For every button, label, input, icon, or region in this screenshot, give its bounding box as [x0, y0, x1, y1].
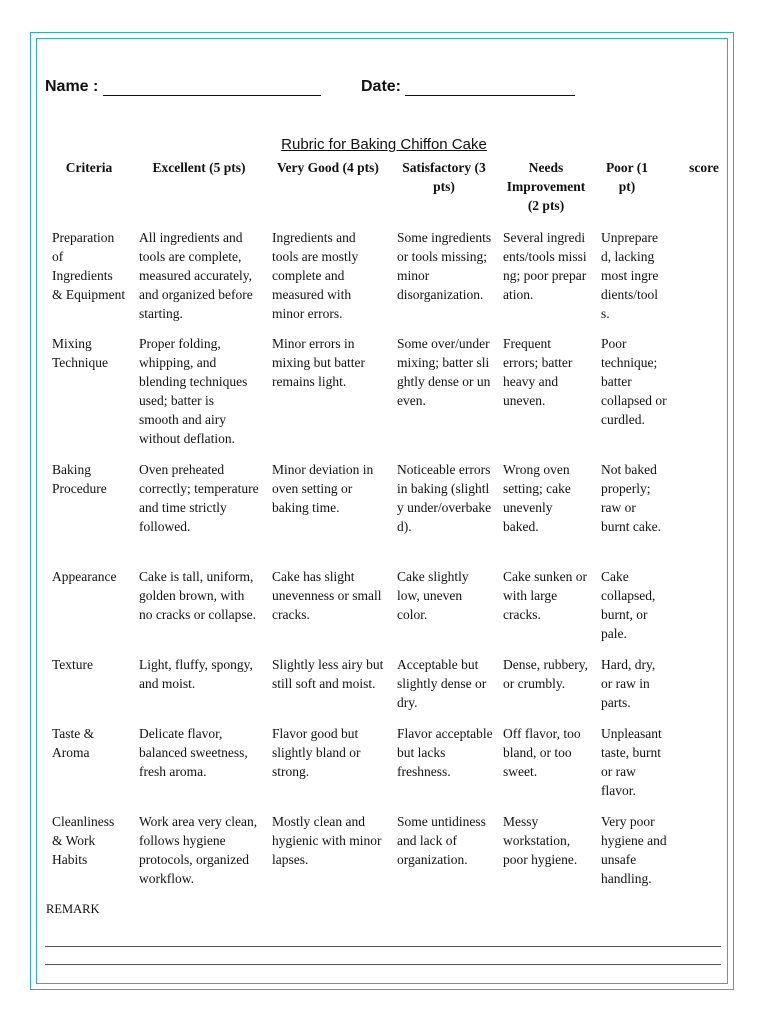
remark-line-2[interactable]: [45, 964, 721, 965]
poor-cell: Hard, dry, or raw in parts.: [601, 657, 656, 710]
poor-cell: Poor technique; batter collapsed or curdled.: [601, 336, 667, 427]
criteria-cell: Appearance: [52, 569, 117, 584]
column-header-excellent: Excellent (5 pts): [152, 160, 246, 175]
criteria-cell: Texture: [52, 657, 94, 672]
needs-improvement-cell: Frequent errors; batter heavy and uneven.: [503, 336, 573, 408]
satisfactory-cell: Some over/undermixing; batter slightly dense or uneven.: [397, 336, 491, 408]
date-label: Date:: [361, 78, 402, 95]
column-header-satisfactory: Satisfactory (3 pts): [402, 160, 486, 194]
satisfactory-cell: Noticeable errors in baking (slightly under/overbaked).: [397, 462, 492, 534]
column-header-poor: Poor (1 pt): [605, 160, 649, 194]
needs-improvement-cell: Wrong oven setting; cake unevenly baked.: [503, 462, 571, 534]
remark-label: REMARK: [46, 902, 100, 916]
satisfactory-cell: Some ingredients or tools missing; minor disorganization.: [397, 230, 492, 302]
date-blank-line[interactable]: [405, 81, 575, 96]
name-label: Name :: [45, 78, 99, 95]
criteria-cell: Cleanliness & Work Habits: [52, 814, 115, 867]
poor-cell: Not baked properly; raw or burnt cake.: [601, 462, 661, 534]
satisfactory-cell: Acceptable but slightly dense or dry.: [397, 657, 487, 710]
satisfactory-cell: Cake slightly low, uneven color.: [397, 569, 469, 622]
excellent-cell: Work area very clean, follows hygiene protocols, organized workflow.: [139, 814, 258, 886]
remark-line-1[interactable]: [45, 946, 721, 947]
column-header-score: score: [689, 160, 719, 175]
needs-improvement-cell: Several ingredients/tools missing; poor preparation.: [503, 230, 587, 302]
criteria-cell: Mixing Technique: [52, 336, 109, 370]
name-blank-line[interactable]: [103, 81, 321, 96]
very-good-cell: Flavor good but slightly bland or strong.: [272, 726, 361, 779]
satisfactory-cell: Some untidiness and lack of organization.: [397, 814, 486, 867]
rubric-title: Rubric for Baking Chiffon Cake: [281, 136, 487, 153]
criteria-cell: Preparation of Ingredients & Equipment: [52, 230, 126, 302]
excellent-cell: Proper folding, whipping, and blending techniques used; batter is smooth and airy without deflation.: [139, 336, 248, 446]
criteria-cell: Baking Procedure: [52, 462, 107, 496]
excellent-cell: Oven preheated correctly; temperature and time strictly followed.: [139, 462, 259, 534]
excellent-cell: Cake is tall, uniform, golden brown, with no cracks or collapse.: [139, 569, 256, 622]
excellent-cell: Delicate flavor, balanced sweetness, fresh aroma.: [139, 726, 248, 779]
criteria-cell: Taste & Aroma: [52, 726, 95, 760]
very-good-cell: Ingredients and tools are mostly complete and measured with minor errors.: [272, 230, 359, 321]
very-good-cell: Minor deviation in oven setting or baking time.: [272, 462, 374, 515]
needs-improvement-cell: Messy workstation, poor hygiene.: [503, 814, 578, 867]
date-field[interactable]: [361, 78, 575, 96]
excellent-cell: Light, fluffy, spongy, and moist.: [139, 657, 253, 691]
column-header-needs-improvement: Needs Improvement (2 pts): [506, 160, 586, 213]
column-header-criteria: Criteria: [65, 160, 113, 175]
very-good-cell: Mostly clean and hygienic with minor lapses.: [272, 814, 382, 867]
poor-cell: Cake collapsed, burnt, or pale.: [601, 569, 656, 641]
name-field[interactable]: [45, 78, 321, 96]
very-good-cell: Minor errors in mixing but batter remains light.: [272, 336, 365, 389]
needs-improvement-cell: Dense, rubbery, or crumbly.: [503, 657, 588, 691]
needs-improvement-cell: Off flavor, too bland, or too sweet.: [503, 726, 581, 779]
poor-cell: Unprepared, lacking most ingredients/tools.: [601, 230, 659, 321]
satisfactory-cell: Flavor acceptable but lacks freshness.: [397, 726, 493, 779]
very-good-cell: Cake has slight unevenness or small cracks.: [272, 569, 382, 622]
excellent-cell: All ingredients and tools are complete, measured accurately, and organized before starting.: [139, 230, 253, 321]
column-header-very-good: Very Good (4 pts): [277, 160, 379, 175]
needs-improvement-cell: Cake sunken or with large cracks.: [503, 569, 587, 622]
poor-cell: Unpleasant taste, burnt or raw flavor.: [601, 726, 662, 798]
very-good-cell: Slightly less airy but still soft and moist.: [272, 657, 384, 691]
poor-cell: Very poor hygiene and unsafe handling.: [601, 814, 667, 886]
